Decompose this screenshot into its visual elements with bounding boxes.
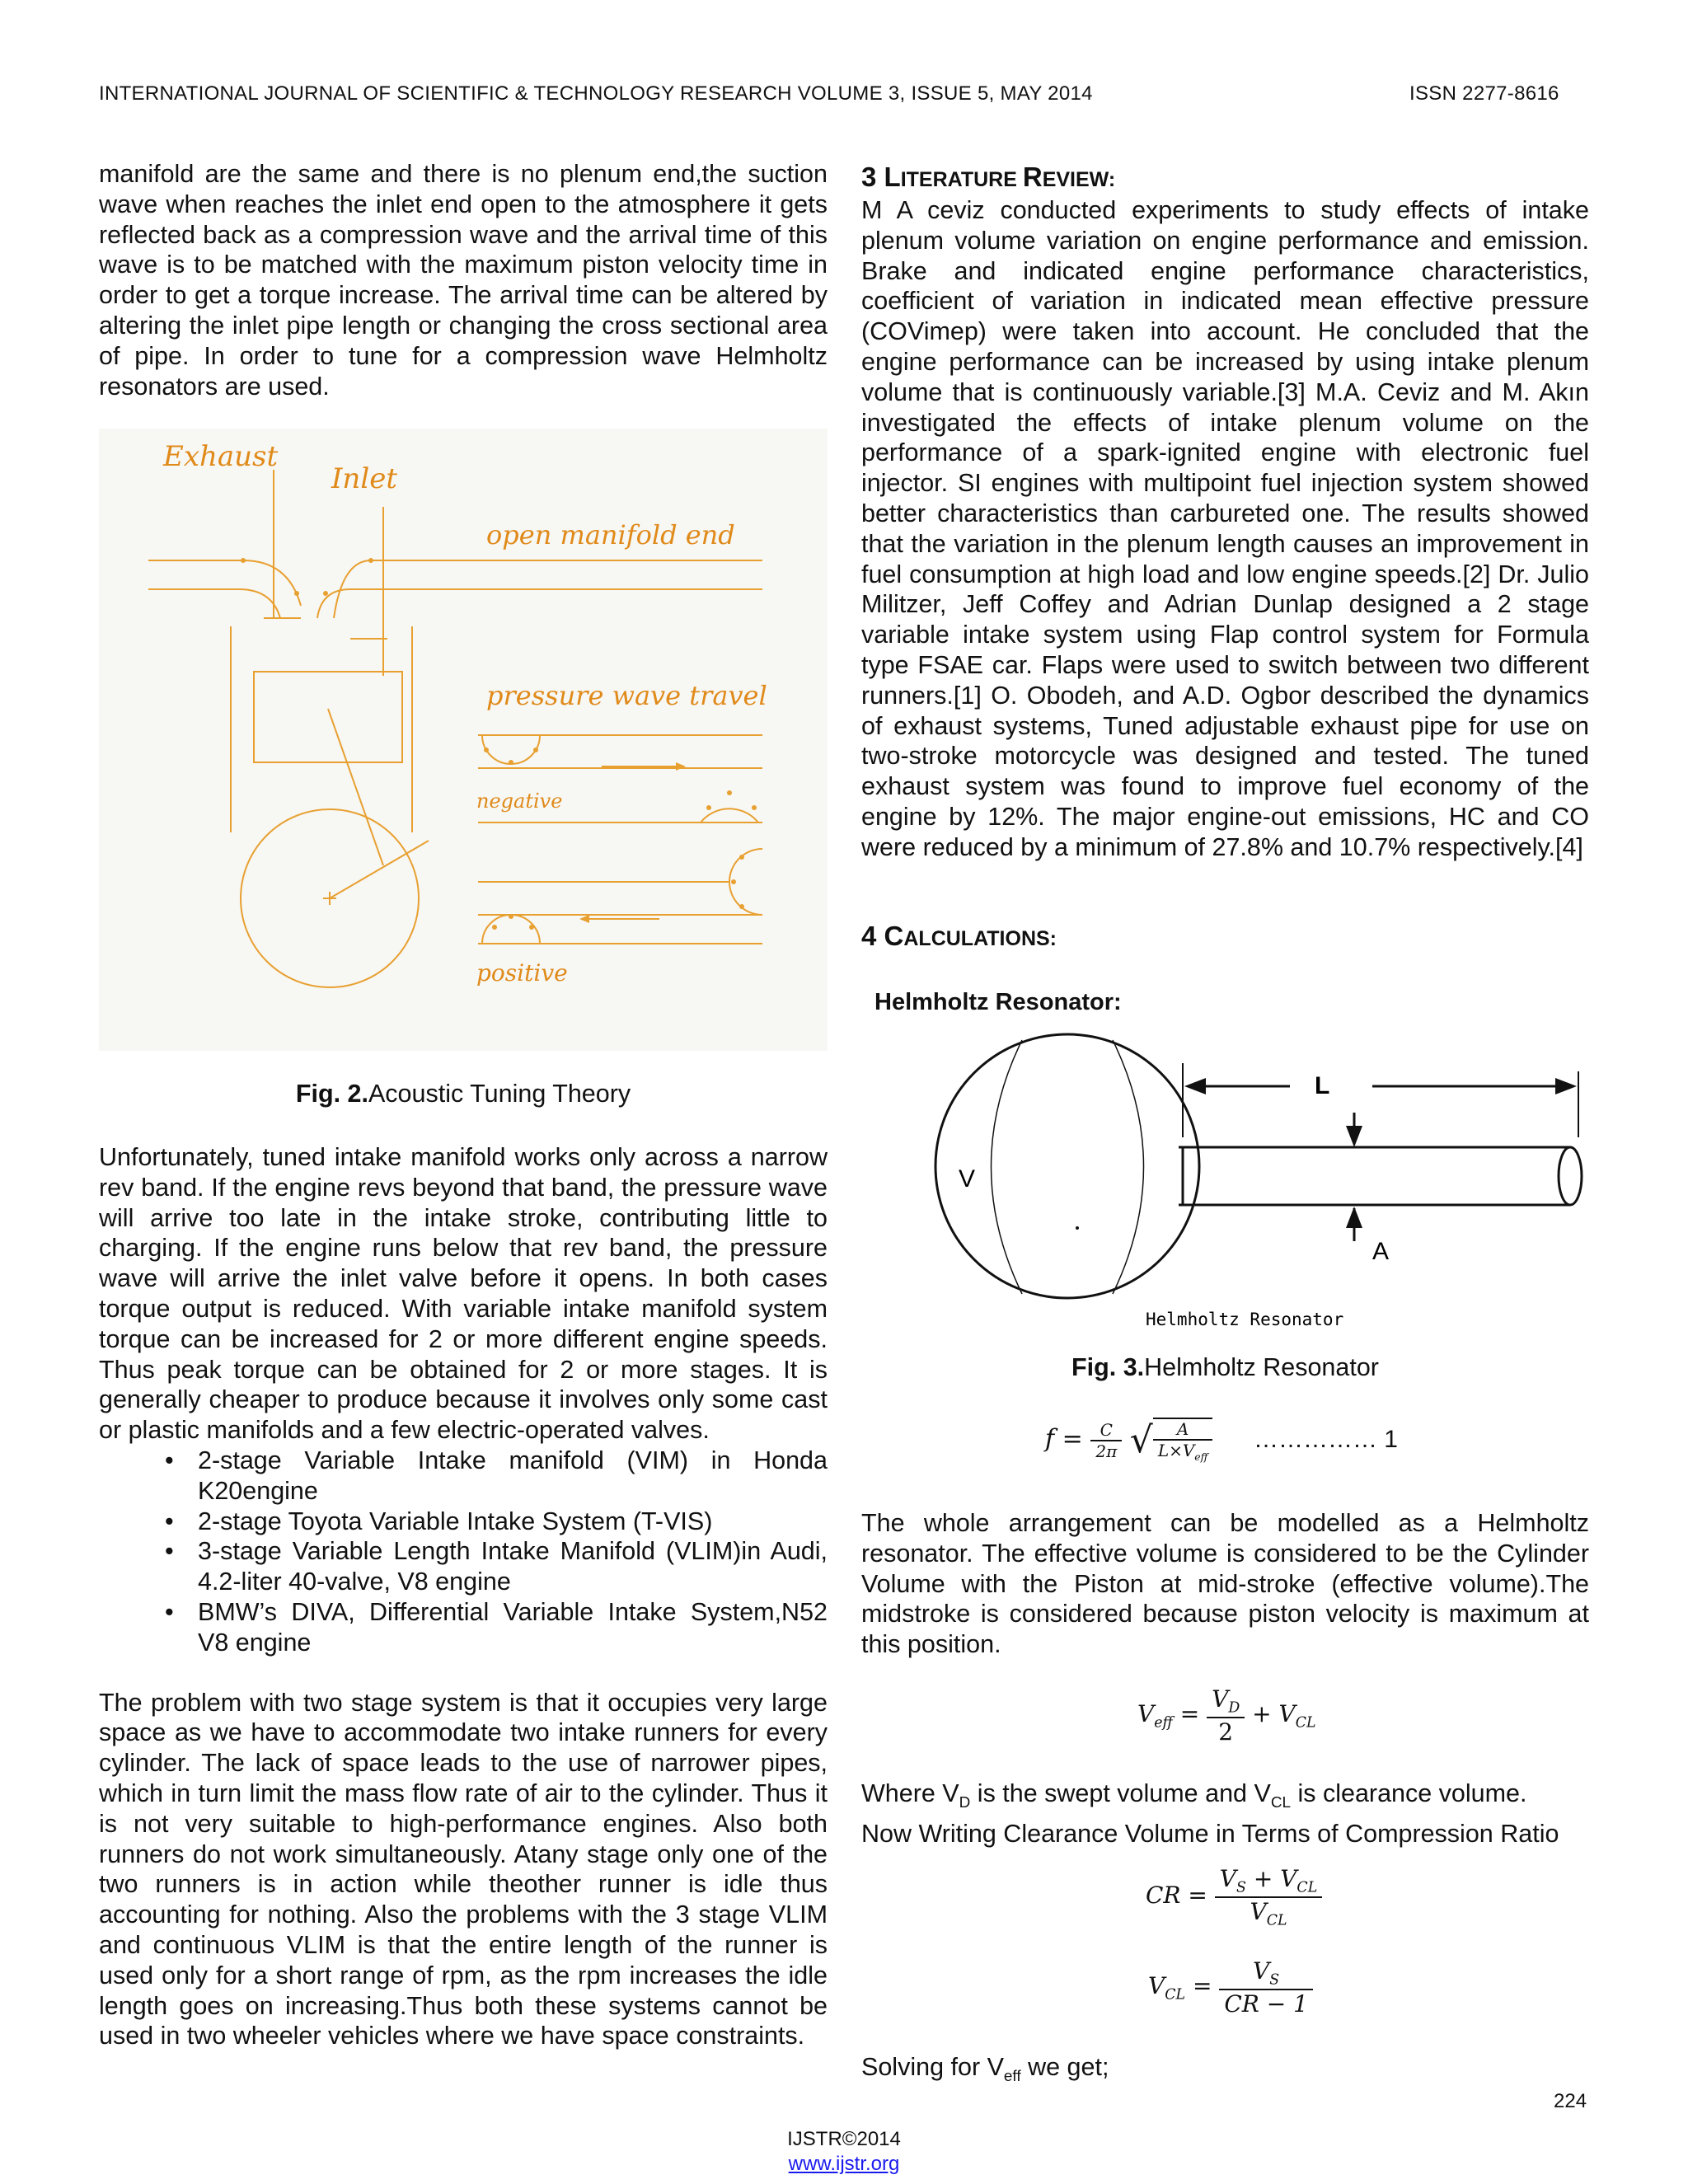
model-paragraph-block	[861, 1508, 1589, 1660]
acoustic-tuning-diagram	[99, 429, 828, 1051]
list-item: • 3-stage Variable Length Intake Manifold (VLIM)in Audi, 4.2-liter 40-valve, V8 engine	[165, 1537, 828, 1596]
engine-list	[99, 1446, 828, 1658]
solving-line: Solving for $V_{eff}$ we get;	[861, 2053, 1109, 2086]
label-pressure-wave-travel: pressure wave travel	[486, 680, 767, 711]
figure-2	[99, 429, 828, 1051]
equation-3: CR = $\frac{V_S + V_{CL}}{V_{CL}}$	[1146, 1865, 1322, 1929]
label-open-manifold-end: open manifold end	[486, 519, 735, 551]
literature-review	[861, 195, 1589, 863]
footer-url-wrap	[0, 2153, 1688, 2176]
label-L: L	[1315, 1072, 1330, 1099]
where-paragraph: Where $V_D$ is the swept volume and $V_{CL}$ is clearance volume. Now Writing Clearance Volume in Terms of Compression Ratio	[861, 1779, 1559, 1848]
fig2-caption-text: Acoustic Tuning Theory	[368, 1080, 631, 1108]
footer-copyright: IJSTR©2014	[787, 2128, 901, 2150]
figure-3	[861, 981, 1603, 1335]
fig2-caption	[99, 1080, 828, 1108]
label-negative: negative	[476, 790, 563, 813]
section-3-title: 3 LITERATURE REVIEW:	[861, 162, 1116, 192]
helmholtz-resonator-diagram	[861, 981, 1603, 1335]
paragraph-unfortunately: Unfortunately, tuned intake manifold works only across a narrow rev band. If the engine revs beyond that band, the pressure wave will arrive too late in the intake stroke, contributing little to charging. If the engine runs below that rev band, the pressure wave will arrive the inlet valve before it opens. In both cases torque output is reduced. With variable intake manifold system torque can be increased for 2 or more different engine speeds. Thus peak torque can be obtained for 2 or more stages. It is generally cheaper to produce because it involves only some cast or plastic manifolds and a few electric-operated valves.	[99, 1143, 828, 1445]
left-body	[99, 1142, 828, 2051]
paragraph-two-stage-problem: The problem with two stage system is that it occupies very large space as we have to accommodate two intake runners for every cylinder. The lack of space leads to the use of narrower pipes, which in turn limit the mass flow rate of air to the cylinder. Thus it is not very suitable to high-performance engines. Also both runners do not work simultaneously. Atany stage only one of the two runners is in action while theother runner is idle thus accounting for nothing. Also the problems with the 3 stage VLIM and continuous VLIM is that the entire length of the runner is used only for a short range of rpm, as the rpm increases the idle length goes on increasing.Thus both these systems cannot be used in two wheeler vehicles where we have space constraints.	[99, 1688, 828, 2050]
page-number: 224	[1554, 2090, 1587, 2112]
label-exhaust: Exhaust	[163, 440, 279, 473]
fig3-caption	[861, 1353, 1589, 1382]
intro-paragraph: manifold are the same and there is no plenum end,the suction wave when reaches the inlet end open to the atmosphere it gets reflected back as a compression wave and the arrival time of this wave is to be matched with the maximum piston velocity time in order to get a torque increase. The arrival time can be altered by altering the inlet pipe length or changing the cross sectional area of pipe. In order to tune for a compression wave Helmholtz resonators are used.	[99, 160, 828, 401]
label-positive: positive	[476, 959, 568, 987]
fig3-caption-label: Fig. 3.	[1071, 1353, 1145, 1381]
list-item: • 2-stage Toyota Variable Intake System (T-VIS)	[165, 1507, 713, 1535]
label-A: A	[1372, 1238, 1390, 1265]
model-paragraph: The whole arrangement can be modelled as a Helmholtz resonator. The effective volume is considered to be the Cylinder Volume with the Piston at mid-stroke (effective volume).The midstroke is considered because piston velocity is maximum at this position.	[861, 1509, 1589, 1659]
list-item: • BMW’s DIVA, Differential Variable Intake System,N52 V8 engine	[165, 1597, 828, 1657]
section-4-title: 4 CALCULATIONS:	[861, 921, 1057, 951]
left-intro	[99, 159, 828, 401]
footer-link[interactable]: www.ijstr.org	[788, 2153, 900, 2175]
fig3-inner-caption: Helmholtz Resonator	[1146, 1310, 1344, 1329]
label-V: V	[959, 1165, 976, 1193]
list-item: • 2-stage Variable Intake manifold (VIM) in Honda K20engine	[165, 1446, 828, 1505]
literature-paragraph: M A ceviz conducted experiments to study effects of intake plenum volume variation on engine performance and emission. Brake and indicated engine performance characteristics, coefficient of variation in indicated mean effective pressure (COVimep) were taken into account. He concluded that the engine performance can be increased by using intake plenum volume that is continuously variable.[3] M.A. Ceviz and M. Akın investigated the effects of intake plenum volume on the performance of a spark-ignited engine with electronic fuel injector. SI engines with multipoint fuel injection system showed better characteristics than carbureted one. The results showed that the variation in the plenum length causes an improvement in fuel consumption at high load and low engine speeds.[2] Dr. Julio Militzer, Jeff Coffey and Adrian Dunlap designed a 2 stage variable intake system using Flap control system for Formula type FSAE car. Flaps were used to switch between two different runners.[1] O. Obodeh, and A.D. Ogbor described the dynamics of exhaust systems, Tuned adjustable exhaust pipe for use on two-stroke motorcycle was designed and tested. The tuned exhaust system was found to improve fuel economy of the engine by 12%. The major engine-out emissions, HC and CO were reduced by a minimum of 27.8% and 10.7% respectively.[4]	[861, 196, 1589, 861]
fig3-caption-text: Helmholtz Resonator	[1144, 1353, 1379, 1381]
equation-2: $V_{eff}$ = $\frac{V_D}{2}$ + $V_{CL}$	[1137, 1685, 1316, 1746]
fig3-title: Helmholtz Resonator:	[874, 989, 1122, 1015]
equation-1: f = $\frac{C}{2\pi}$ √ $\frac{A}{L\times V_{eff}}$ …………… 1	[1045, 1419, 1398, 1463]
label-inlet: Inlet	[331, 462, 397, 495]
issn: ISSN 2277-8616	[1409, 82, 1559, 105]
equation-4: $V_{CL}$ = $\frac{V_S}{CR - 1}$	[1148, 1957, 1313, 2018]
fig2-caption-label: Fig. 2.	[295, 1080, 368, 1108]
journal-header: INTERNATIONAL JOURNAL OF SCIENTIFIC & TECHNOLOGY RESEARCH VOLUME 3, ISSUE 5, MAY 2014	[99, 82, 1093, 105]
